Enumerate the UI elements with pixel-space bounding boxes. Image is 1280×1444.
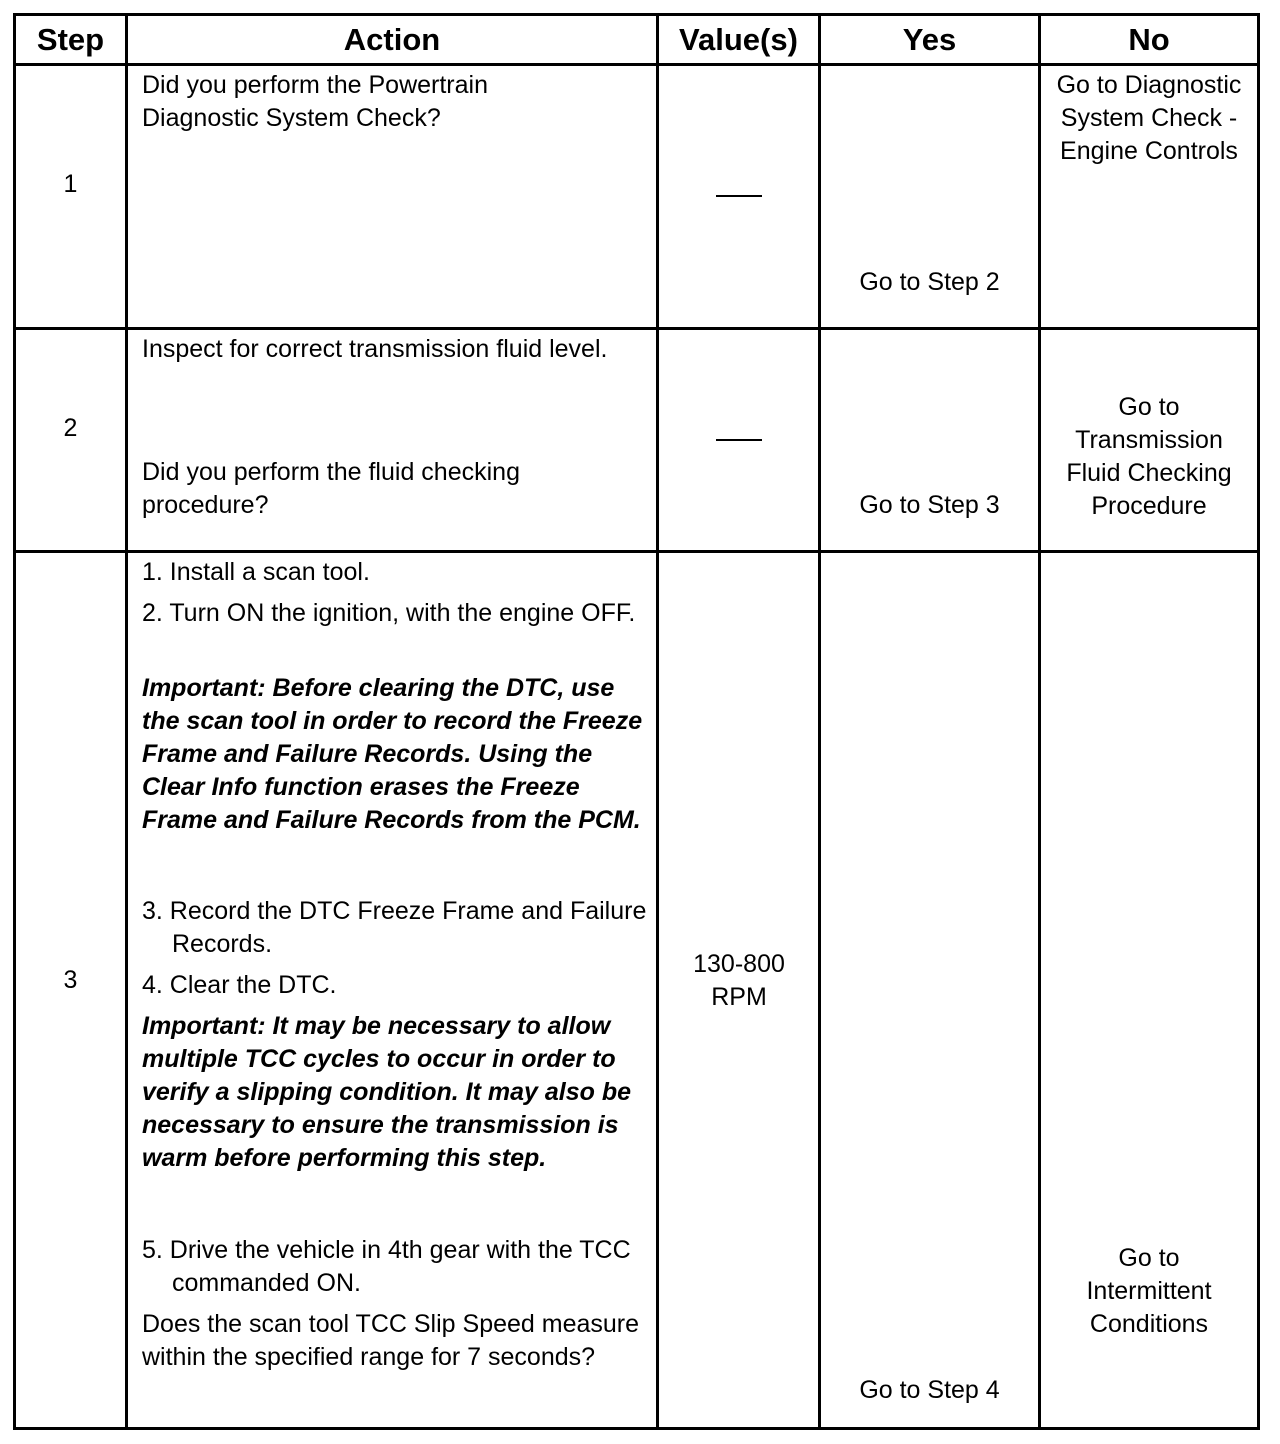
header-values: Value(s): [679, 22, 798, 57]
no-link[interactable]: Go to Intermittent Conditions: [1086, 1244, 1212, 1338]
yes-link[interactable]: Go to Step 4: [859, 1376, 1000, 1404]
yes-link[interactable]: Go to Step 3: [859, 491, 1000, 519]
step-number: 1: [63, 170, 78, 198]
column-divider: [125, 16, 128, 1427]
action-text: Did you perform the Powertrain Diagnostic System Check?: [142, 71, 488, 132]
action-question: Does the scan tool TCC Slip Speed measure within the specified range for 7 seconds?: [142, 1310, 640, 1371]
action-text: Inspect for correct transmission fluid level.: [142, 335, 608, 363]
list-item: 4. Clear the DTC.: [142, 971, 337, 999]
column-divider: [1038, 16, 1041, 1427]
important-note: Important: It may be necessary to allow multiple TCC cycles to occur in order to verify a slipping condition. It may also be necessary to ensure the transmission is warm before performing this step.: [142, 1012, 631, 1172]
value-dash: [716, 195, 762, 197]
value-dash: [716, 439, 762, 441]
list-item: 3. Record the DTC Freeze Frame and Failure Records.: [142, 897, 647, 958]
header-action: Action: [343, 22, 441, 57]
no-link[interactable]: Go to Diagnostic System Check - Engine Controls: [1056, 71, 1242, 165]
row-divider: [16, 327, 1257, 330]
diagnostic-table: [13, 13, 1260, 1430]
header-yes: Yes: [902, 22, 957, 57]
header-step: Step: [36, 22, 105, 57]
action-question: Did you perform the fluid checking procedure?: [142, 458, 520, 519]
row-divider: [16, 550, 1257, 553]
column-divider: [818, 16, 821, 1427]
step-number: 2: [63, 414, 78, 442]
step-number: 3: [63, 966, 78, 994]
list-item: 1. Install a scan tool.: [142, 558, 370, 586]
important-note: Important: Before clearing the DTC, use the scan tool in order to record the Freeze Frame and Failure Records. Using the Clear Info function erases the Freeze Frame and Failure Records from the PCM.: [142, 674, 643, 834]
list-item: 5. Drive the vehicle in 4th gear with the TCC commanded ON.: [142, 1236, 631, 1297]
column-divider: [656, 16, 659, 1427]
yes-link[interactable]: Go to Step 2: [859, 268, 1000, 296]
value-range: 130-800 RPM: [693, 950, 785, 1011]
no-link[interactable]: Go to Transmission Fluid Checking Procedure: [1066, 393, 1232, 520]
header-no: No: [1128, 22, 1170, 57]
list-item: 2. Turn ON the ignition, with the engine OFF.: [142, 599, 636, 627]
